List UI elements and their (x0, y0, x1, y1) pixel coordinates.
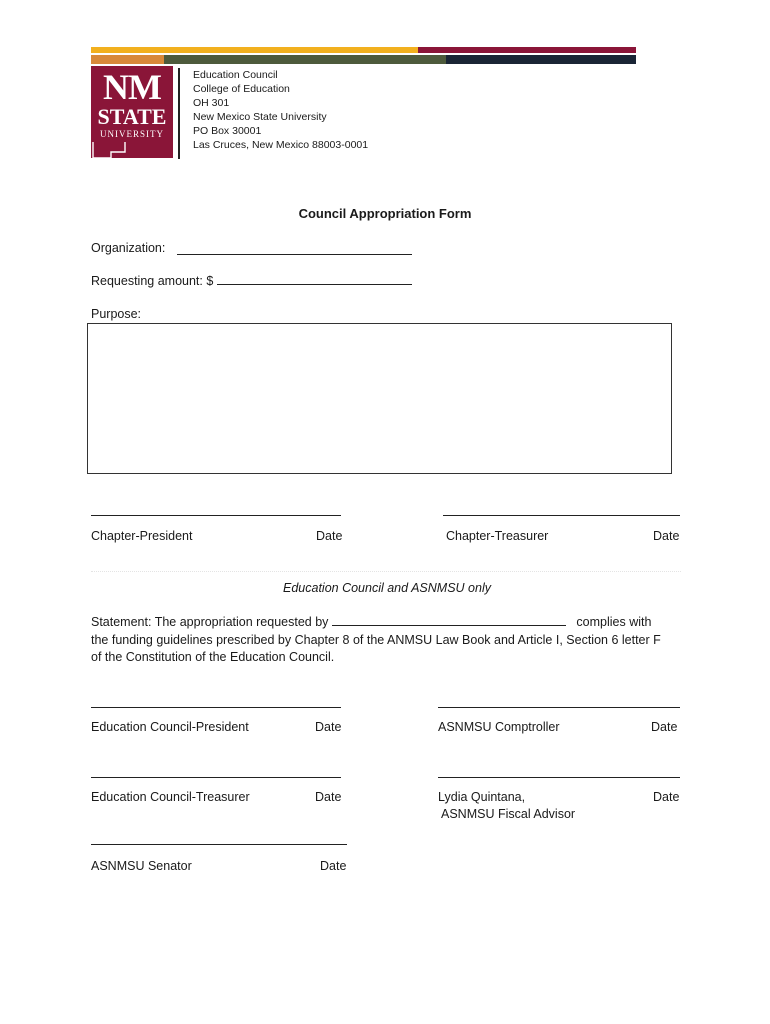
logo-nm-text: NM (103, 67, 161, 107)
logo-university-text: UNIVERSITY (100, 129, 164, 139)
header-bar-orange (91, 55, 164, 64)
organization-label: Organization: (91, 241, 166, 255)
logo-state-text: STATE (97, 104, 167, 129)
statement-line-3: of the Constitution of the Education Council. (91, 650, 335, 664)
fiscal-advisor-signature-line[interactable] (438, 777, 680, 778)
comptroller-label: ASNMSU Comptroller (438, 720, 560, 734)
address-line: New Mexico State University (193, 111, 327, 123)
ec-president-signature-line[interactable] (91, 707, 341, 708)
address-line: Las Cruces, New Mexico 88003-0001 (193, 139, 369, 151)
statement-line-2: the funding guidelines prescribed by Chapter 8 of the ANMSU Law Book and Article I, Section 6 letter F (91, 632, 661, 647)
fiscal-advisor-name: Lydia Quintana, (438, 790, 526, 804)
header-bar-navy (446, 55, 636, 64)
header-bar-gold (91, 47, 418, 53)
ec-treasurer-signature-line[interactable] (91, 777, 341, 778)
amount-label: Requesting amount: $ (91, 274, 214, 288)
header-bar-maroon (418, 47, 636, 53)
chapter-president-signature-line[interactable] (91, 515, 341, 516)
statement-paragraph (91, 614, 681, 667)
requesting-organization-field[interactable] (332, 614, 566, 626)
date-label: Date (316, 529, 343, 543)
amount-field[interactable] (217, 284, 412, 285)
date-label: Date (315, 720, 342, 734)
address-line: OH 301 (193, 97, 230, 109)
chapter-treasurer-label: Chapter-Treasurer (446, 529, 549, 543)
purpose-textbox[interactable] (87, 323, 672, 474)
ec-president-label: Education Council-President (91, 720, 249, 734)
ec-treasurer-label: Education Council-Treasurer (91, 790, 250, 804)
chapter-president-label: Chapter-President (91, 529, 193, 543)
header-bar-olive (164, 55, 446, 64)
date-label: Date (320, 859, 347, 873)
address-line: College of Education (193, 83, 290, 95)
chapter-treasurer-signature-line[interactable] (443, 515, 680, 516)
organization-field[interactable] (177, 254, 412, 255)
date-label: Date (653, 529, 680, 543)
address-line: Education Council (193, 69, 278, 81)
date-label: Date (653, 790, 680, 804)
statement-start: Statement: The appropriation requested by (91, 615, 329, 629)
date-label: Date (315, 790, 342, 804)
council-section-heading: Education Council and ASNMSU only (283, 581, 491, 595)
address-block (193, 68, 368, 152)
purpose-label: Purpose: (91, 307, 142, 321)
senator-label: ASNMSU Senator (91, 859, 192, 873)
statement-mid: complies with (576, 615, 652, 629)
section-separator (91, 571, 681, 572)
form-title: Council Appropriation Form (298, 206, 472, 221)
date-label: Date (651, 720, 678, 734)
comptroller-signature-line[interactable] (438, 707, 680, 708)
senator-signature-line[interactable] (91, 844, 347, 845)
header-divider (178, 68, 180, 159)
new-mexico-outline-icon (91, 142, 173, 158)
nmsu-logo (91, 66, 173, 158)
address-line: PO Box 30001 (193, 125, 262, 137)
fiscal-advisor-title: ASNMSU Fiscal Advisor (441, 807, 576, 821)
